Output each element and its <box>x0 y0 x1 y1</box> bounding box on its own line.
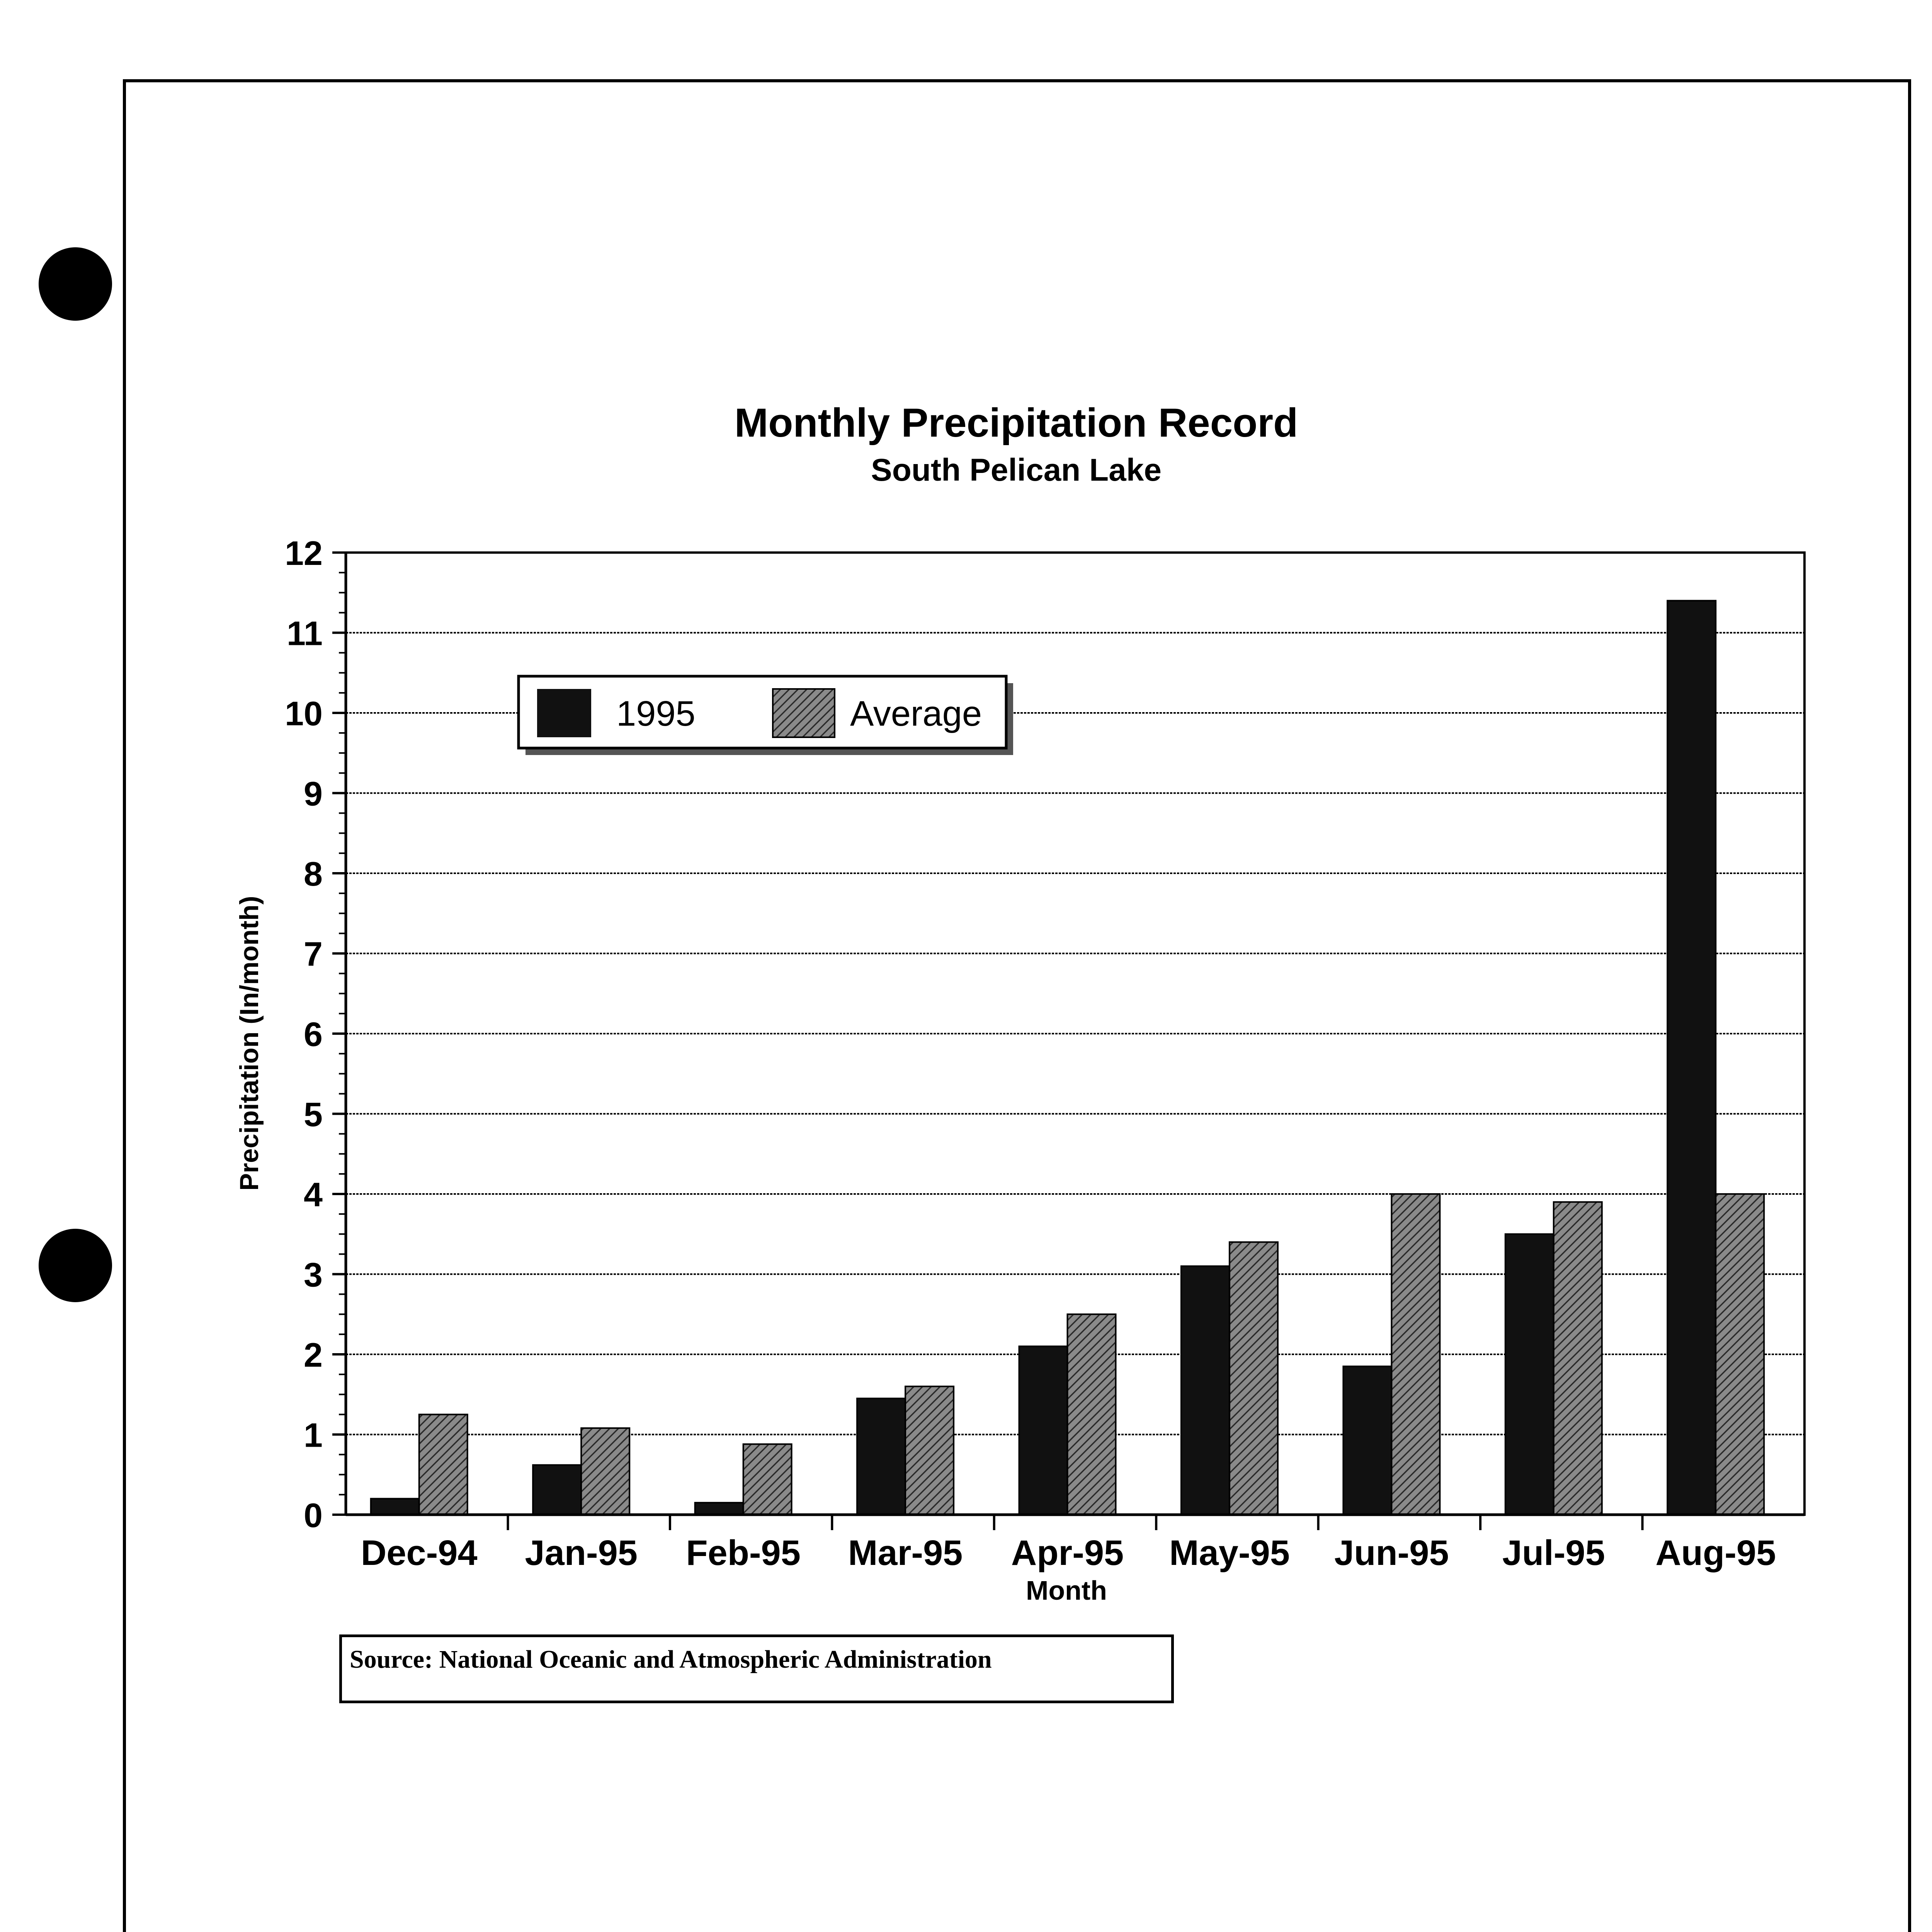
x-tick-label: Mar-95 <box>848 1533 963 1573</box>
bar-average <box>905 1386 954 1515</box>
x-tick-label: Dec-94 <box>361 1533 478 1573</box>
bar-1995 <box>1343 1366 1391 1515</box>
bar-average <box>743 1444 792 1515</box>
y-tick-label: 1 <box>304 1416 323 1454</box>
legend-swatch-average <box>773 689 835 737</box>
chart-subtitle: South Pelican Lake <box>871 452 1162 488</box>
bar-1995 <box>1505 1234 1554 1515</box>
y-tick-label: 2 <box>304 1336 323 1374</box>
x-tick-label: Jan-95 <box>525 1533 638 1573</box>
bar-average <box>1391 1194 1440 1515</box>
x-tick-label: May-95 <box>1169 1533 1290 1573</box>
y-tick-label: 8 <box>304 855 323 893</box>
source-box <box>339 1634 1174 1703</box>
y-tick-label: 6 <box>304 1015 323 1053</box>
bar-1995 <box>695 1503 743 1515</box>
bar-average <box>419 1415 468 1515</box>
y-tick-label: 3 <box>304 1255 323 1294</box>
x-tick-label: Jul-95 <box>1502 1533 1605 1573</box>
bar-1995 <box>1019 1346 1068 1515</box>
y-tick-label: 10 <box>285 694 323 733</box>
x-tick-label: Aug-95 <box>1655 1533 1776 1573</box>
y-tick-label: 12 <box>285 534 323 572</box>
bar-1995 <box>371 1499 419 1515</box>
y-tick-label: 4 <box>304 1175 323 1214</box>
legend-label-average: Average <box>850 694 982 733</box>
bar-average <box>1068 1314 1116 1515</box>
y-tick-label: 9 <box>304 774 323 813</box>
x-tick-label: Feb-95 <box>686 1533 801 1573</box>
x-tick-label: Apr-95 <box>1011 1533 1124 1573</box>
x-tick-label: Jun-95 <box>1334 1533 1449 1573</box>
bar-average <box>1716 1194 1764 1515</box>
bar-average <box>1554 1202 1602 1515</box>
bar-average <box>1230 1242 1278 1515</box>
legend-swatch-1995 <box>537 689 591 737</box>
chart-title: Monthly Precipitation Record <box>734 400 1298 446</box>
y-tick-label: 0 <box>304 1496 323 1534</box>
bar-1995 <box>1181 1266 1230 1515</box>
bar-1995 <box>533 1465 581 1515</box>
y-tick-label: 7 <box>304 935 323 973</box>
legend <box>519 676 1013 755</box>
y-tick-label: 5 <box>304 1095 323 1134</box>
y-tick-label: 11 <box>286 614 323 653</box>
legend-label-1995: 1995 <box>616 694 696 733</box>
source-note: Source: National Oceanic and Atmospheric Administration <box>350 1645 992 1673</box>
y-axis-label: Precipitation (In/month) <box>235 896 264 1191</box>
bar-average <box>581 1428 629 1515</box>
bar-1995 <box>857 1398 905 1515</box>
bar-1995 <box>1667 601 1716 1515</box>
x-axis-label: Month <box>1026 1575 1107 1605</box>
